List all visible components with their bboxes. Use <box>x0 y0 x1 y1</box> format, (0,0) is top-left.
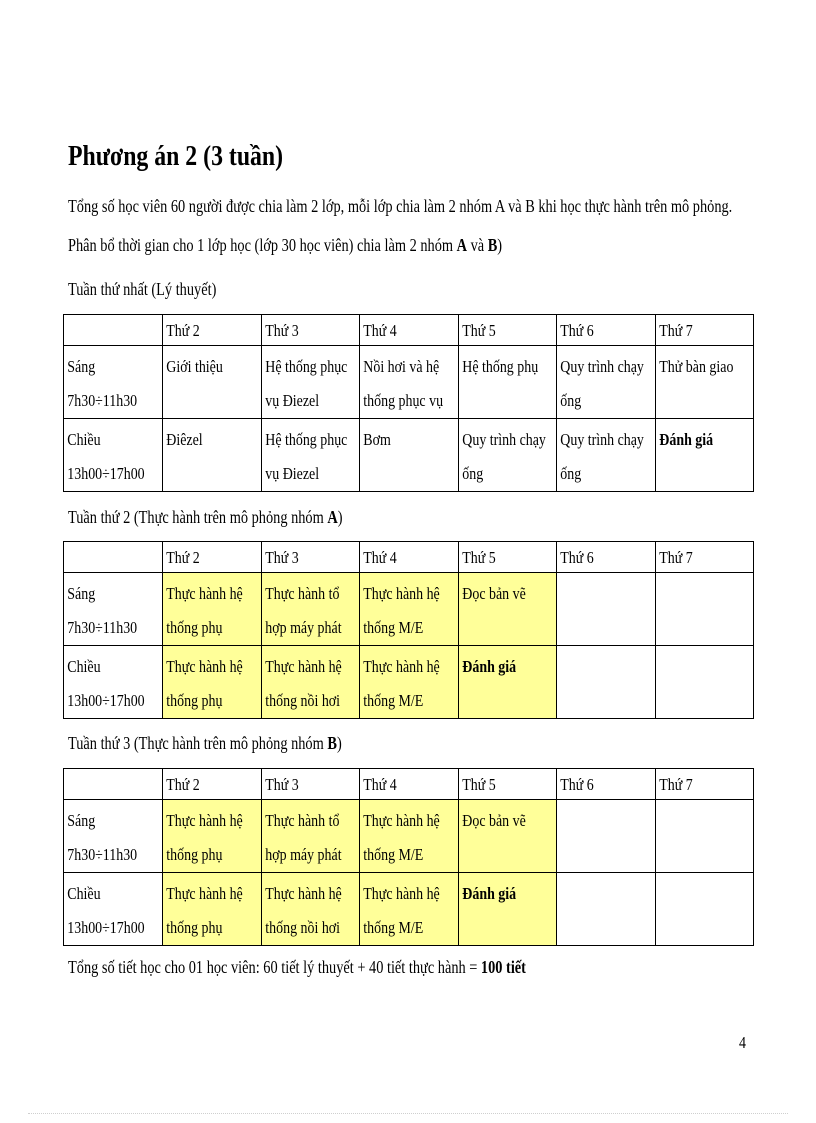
table-cell: Đánh giá <box>655 419 754 492</box>
table-cell: Điêzel <box>163 419 262 492</box>
page-title: Phương án 2 (3 tuần) <box>68 140 284 172</box>
header-cell: Thứ 3 <box>261 769 360 800</box>
week2-caption <box>68 507 343 528</box>
session-time: 13h00÷17h00 <box>67 691 145 710</box>
table-cell: Quy trình chạy ống <box>557 346 656 419</box>
table-cell: Đọc bản vẽ <box>458 573 557 646</box>
table-cell: Thực hành hệ thống nồi hơi <box>261 646 360 719</box>
table-row-afternoon <box>64 873 754 946</box>
table-row-afternoon <box>64 419 754 492</box>
header-cell: Thứ 6 <box>557 542 656 573</box>
table-row-morning <box>64 573 754 646</box>
table-cell: Thực hành tổ hợp máy phát <box>261 573 360 646</box>
header-cell: Thứ 7 <box>655 769 754 800</box>
header-cell: Thứ 5 <box>458 542 557 573</box>
summary-total: 100 tiết <box>480 957 526 977</box>
row-label-cell <box>64 419 163 492</box>
table-row-afternoon <box>64 646 754 719</box>
table-header-row <box>64 315 754 346</box>
table-cell: Đánh giá <box>458 646 557 719</box>
table-cell: Giới thiệu <box>163 346 262 419</box>
header-cell: Thứ 6 <box>557 315 656 346</box>
table-cell <box>557 800 656 873</box>
table-cell: Thực hành hệ thống phụ <box>163 573 262 646</box>
table-cell: Đánh giá <box>458 873 557 946</box>
week2-caption-suffix: ) <box>337 507 343 527</box>
session-time: 13h00÷17h00 <box>67 464 145 483</box>
week1-caption: Tuần thứ nhất (Lý thuyết) <box>68 279 217 299</box>
row-label-cell <box>64 646 163 719</box>
session-time: 13h00÷17h00 <box>67 918 145 937</box>
header-cell: Thứ 2 <box>163 542 262 573</box>
table-cell <box>557 573 656 646</box>
header-cell: Thứ 7 <box>655 315 754 346</box>
table-cell: Hệ thống phụ <box>458 346 557 419</box>
header-cell: Thứ 2 <box>163 769 262 800</box>
table-cell: Thực hành tổ hợp máy phát <box>261 800 360 873</box>
week3-caption-group: B <box>327 733 337 753</box>
table-cell <box>557 873 656 946</box>
intro-line-2-prefix: Phân bổ thời gian cho 1 lớp học (lớp 30 học viên) chia làm 2 nhóm <box>68 235 457 255</box>
header-cell: Thứ 2 <box>163 315 262 346</box>
table-cell <box>655 646 754 719</box>
header-cell: Thứ 4 <box>360 315 459 346</box>
session-time: 7h30÷11h30 <box>67 391 138 410</box>
intro-line-1: Tổng số học viên 60 người được chia làm 2 lớp, mỗi lớp chia làm 2 nhóm A và B khi học thực hành trên mô phỏng. <box>68 196 733 216</box>
table-cell <box>655 573 754 646</box>
session-label: Chiều <box>67 884 101 903</box>
header-cell <box>64 542 163 573</box>
table-cell: Hệ thống phục vụ Điezel <box>261 419 360 492</box>
group-a-label: A <box>456 235 467 255</box>
table-cell: Quy trình chạy ống <box>458 419 557 492</box>
table-cell: Thực hành hệ thống M/E <box>360 573 459 646</box>
row-label-cell <box>64 573 163 646</box>
row-label-cell <box>64 800 163 873</box>
header-cell: Thứ 3 <box>261 315 360 346</box>
summary-line <box>68 957 526 978</box>
week2-schedule-table <box>63 541 754 719</box>
table-cell: Thực hành hệ thống nồi hơi <box>261 873 360 946</box>
table-cell: Thực hành hệ thống phụ <box>163 873 262 946</box>
header-cell: Thứ 7 <box>655 542 754 573</box>
intro-line-2-mid: và <box>466 235 488 255</box>
week2-caption-prefix: Tuần thứ 2 (Thực hành trên mô phỏng nhóm <box>68 507 328 527</box>
week3-schedule-table <box>63 768 754 946</box>
table-cell <box>655 873 754 946</box>
table-cell: Thực hành hệ thống phụ <box>163 646 262 719</box>
week3-caption <box>68 733 342 754</box>
session-label: Sáng <box>67 811 96 830</box>
intro-line-2-suffix: ) <box>497 235 503 255</box>
table-cell: Thực hành hệ thống M/E <box>360 873 459 946</box>
page-number: 4 <box>739 1033 746 1052</box>
session-label: Chiều <box>67 657 101 676</box>
group-b-label: B <box>487 235 498 255</box>
session-label: Chiều <box>67 430 101 449</box>
table-cell: Thực hành hệ thống M/E <box>360 646 459 719</box>
table-cell: Quy trình chạy ống <box>557 419 656 492</box>
row-label-cell <box>64 346 163 419</box>
header-cell <box>64 769 163 800</box>
table-header-row <box>64 542 754 573</box>
table-cell: Thử bàn giao <box>655 346 754 419</box>
row-label-cell <box>64 873 163 946</box>
session-time: 7h30÷11h30 <box>67 845 138 864</box>
header-cell: Thứ 5 <box>458 315 557 346</box>
table-header-row <box>64 769 754 800</box>
header-cell: Thứ 5 <box>458 769 557 800</box>
table-cell: Thực hành hệ thống M/E <box>360 800 459 873</box>
summary-text: Tổng số tiết học cho 01 học viên: 60 tiết lý thuyết + 40 tiết thực hành = <box>68 957 481 977</box>
session-label: Sáng <box>67 584 96 603</box>
table-row-morning <box>64 346 754 419</box>
header-cell: Thứ 4 <box>360 542 459 573</box>
table-cell: Hệ thống phục vụ Điezel <box>261 346 360 419</box>
header-cell: Thứ 4 <box>360 769 459 800</box>
table-cell: Nồi hơi và hệ thống phục vụ <box>360 346 459 419</box>
footer-divider <box>28 1113 788 1114</box>
week1-schedule-table <box>63 314 754 492</box>
week3-caption-suffix: ) <box>336 733 342 753</box>
week2-caption-group: A <box>327 507 338 527</box>
session-time: 7h30÷11h30 <box>67 618 138 637</box>
table-cell: Đọc bản vẽ <box>458 800 557 873</box>
session-label: Sáng <box>67 357 96 376</box>
header-cell: Thứ 6 <box>557 769 656 800</box>
week3-caption-prefix: Tuần thứ 3 (Thực hành trên mô phỏng nhóm <box>68 733 328 753</box>
table-cell <box>557 646 656 719</box>
header-cell <box>64 315 163 346</box>
table-cell: Thực hành hệ thống phụ <box>163 800 262 873</box>
intro-line-2 <box>68 235 502 256</box>
table-cell <box>655 800 754 873</box>
table-row-morning <box>64 800 754 873</box>
header-cell: Thứ 3 <box>261 542 360 573</box>
table-cell: Bơm <box>360 419 459 492</box>
